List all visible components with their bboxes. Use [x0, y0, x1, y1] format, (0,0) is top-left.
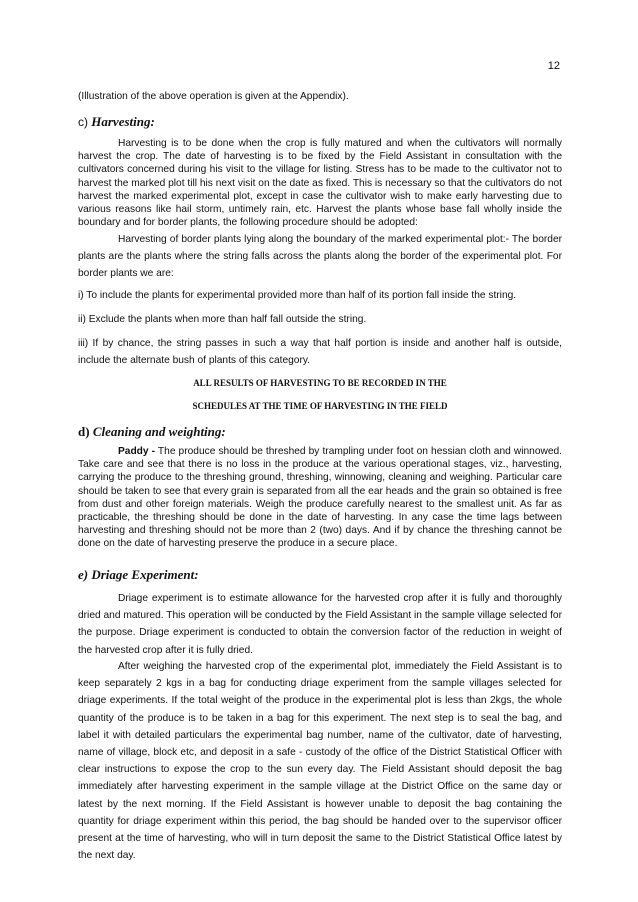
section-e-heading: e) Driage Experiment: — [78, 567, 199, 582]
rule-i: i) To include the plants for experimental provided more than half of its portion fall inside the string. — [78, 290, 517, 301]
cleaning-text: The produce should be threshed by trampling under foot on hessian cloth and winnowed. Take care and see that there is no loss in the produce at the various operational stages, viz., harvesting, carrying the produce to the threshing ground, threshing, winnowing, cleaning and weighing. Particular care should be taken to see that every grain is separated from all the ear heads and the grain so obtained is free from dust and other foreign materials. Weigh the produce carefully nearest to the smallest unit. As far as practicable, the threshing should be done in the date of harvesting. In any case the time lags between harvesting and threshing should not be more than 2 (two) days. And if by chance the threshing cannot be done on the date of harvesting preserve the produce in a secure place. — [78, 446, 563, 550]
driage-paragraph-2: After weighing the harvested crop of the experimental plot, immediately the Field Assistant is to keep separately 2 kgs in a bag for conducting driage experiment from the sample villages selected for driage experiments. If the total weight of the produce in the experimental plot is less than 2kgs, the whole quantity of the produce is to be taken in a bag for this experiment. The next step is to seal the bag, and label it with detailed particulars the experimental bag number, name of the cultivator, date of harvesting, name of village, block etc, and deposit in a safe - custody of the office of the District Statistical Officer with clear instructions to expose the crop to the sun every day. The Field Assistant should deposit the bag immediately after harvesting experiment in the sample village at the District Office on the same day or latest by the next morning. If the Field Assistant is however unable to deposit the bag containing the quantity for driage experiment within this period, the bag should be handed over to the supervisor officer present at the time of harvesting, who will in turn deposit the same to the District Statistical Office latest by the next day. — [78, 661, 562, 862]
section-d-label: d) — [78, 424, 90, 439]
cleaning-paragraph — [78, 445, 562, 551]
driage-paragraph-1: Driage experiment is to estimate allowance for the harvested crop after it is fully and thoroughly dried and matured. This operation will be conducted by the Field Assistant in the sample village selected for the purpose. Driage experiment is conducted to obtain the conversion factor of the reduction in weight of the harvested crop after it is fully dried. — [78, 593, 562, 656]
harvest-notice-line-2: SCHEDULES AT THE TIME OF HARVESTING IN THE FIELD — [192, 401, 448, 411]
intro-note: (Illustration of the above operation is given at the Appendix). — [78, 91, 349, 102]
paddy-lead: Paddy - — [118, 446, 156, 457]
section-c-title: Harvesting: — [91, 114, 155, 129]
harvest-notice-line-1: ALL RESULTS OF HARVESTING TO BE RECORDED IN THE — [193, 378, 447, 388]
section-c-heading — [78, 114, 155, 130]
rule-iii: iii) If by chance, the string passes in such a way that half portion is inside and another half is outside, include the alternate bush of plants of this category. — [78, 338, 562, 367]
page-number: 12 — [547, 60, 560, 72]
section-c-label: c) — [78, 115, 88, 129]
harvesting-paragraph-1: Harvesting is to be done when the crop is fully matured and when the cultivators will normally harvest the crop. The date of harvesting is to be fixed by the Field Assistant in consultation with the cultivators concerned during his visit to the village for listing. Stress has to be made to the cultivator not to harvest the marked plot till his next visit on the date as fixed. This is necessary so that the cultivators do not harvest the marked experimental plot, except in case the cultivator wish to make early harvesting due to various reasons like hail storm, untimely rain, etc. Harvest the plants whose base fall wholly inside the boundary and for border plants, the following procedure should be adopted: — [78, 138, 562, 229]
section-d-heading — [78, 424, 226, 439]
harvesting-paragraph-2: Harvesting of border plants lying along the boundary of the marked experimental plot:- The border plants are the plants where the string falls across the plants along the border of the experimental plot. For border plants we are: — [78, 234, 562, 280]
section-d-title: Cleaning and weighting: — [92, 424, 226, 439]
rule-ii: ii) Exclude the plants when more than half fall outside the string. — [78, 314, 367, 325]
